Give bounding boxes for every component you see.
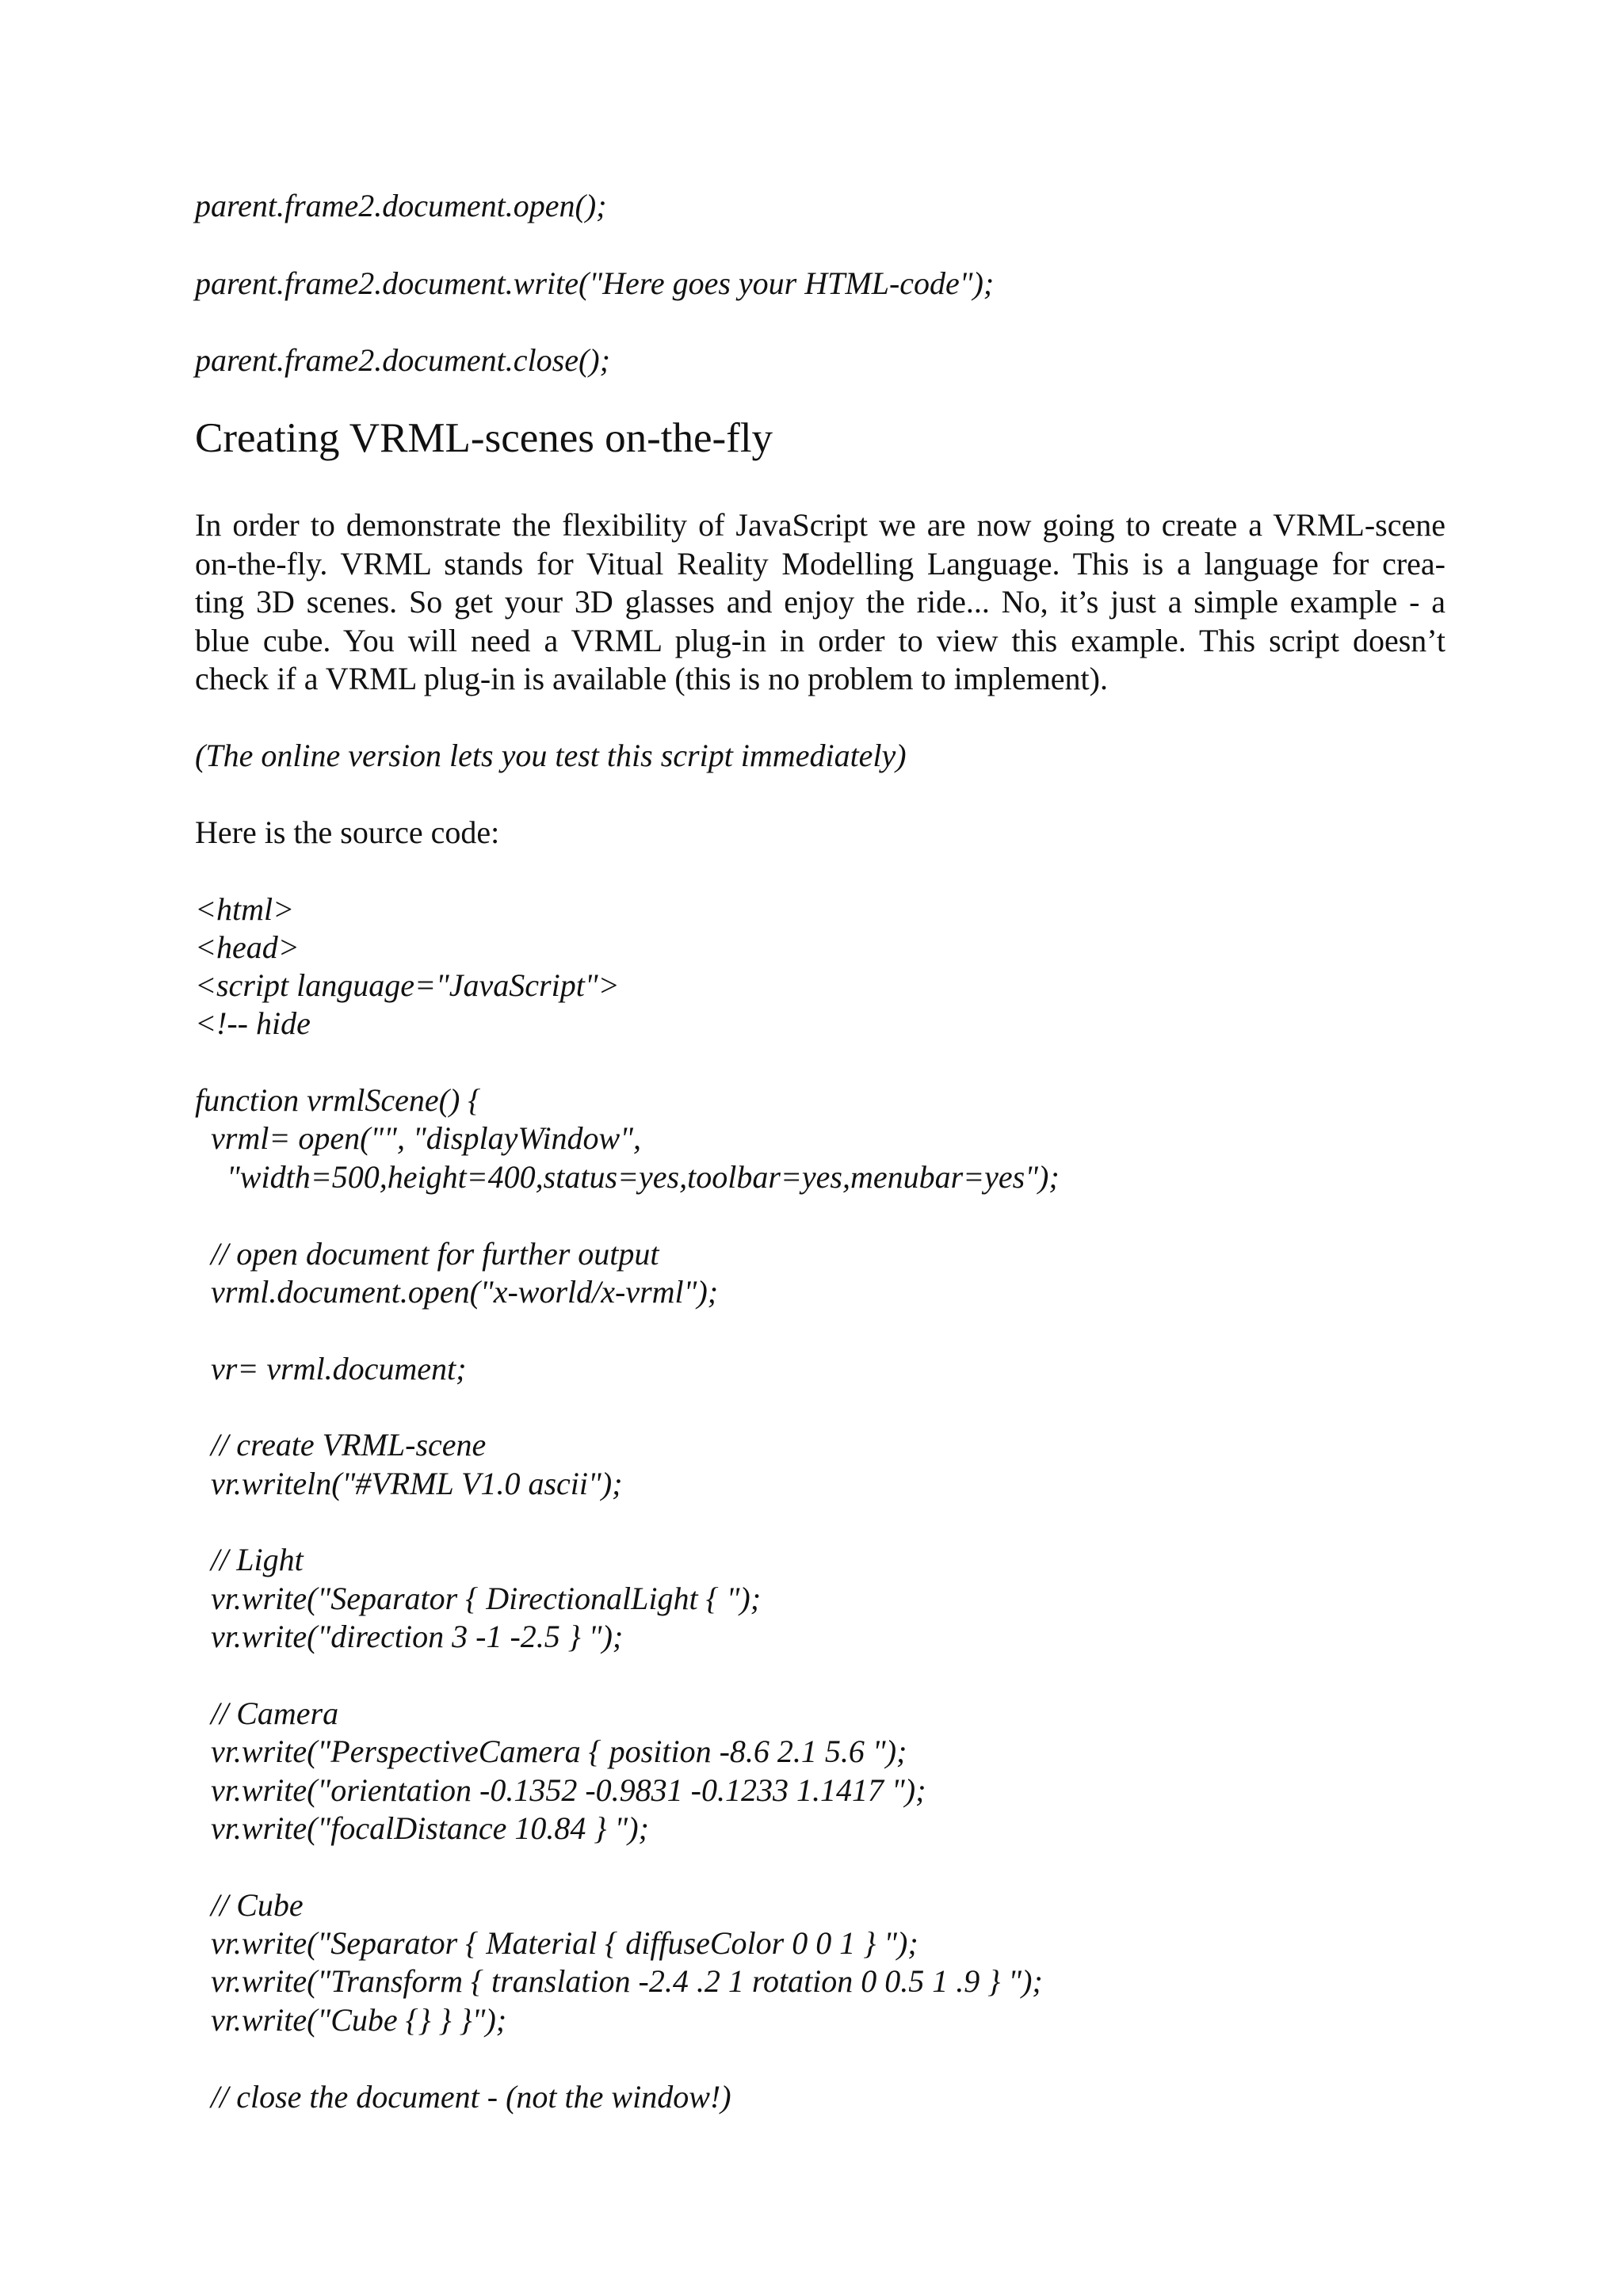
code-line: vrml= open("", "displayWindow", <box>195 1120 642 1156</box>
code-line: vr.write("Separator { DirectionalLight { "); <box>195 1581 762 1616</box>
code-line: function vrmlScene() { <box>195 1082 481 1118</box>
intro-line-4: blue cube. You will need a VRML plug-in in order to view this example. This script doesn’t <box>195 623 1445 658</box>
code-line: vrml.document.open("x-world/x-vrml"); <box>195 1274 719 1310</box>
code-line: // create VRML-scene <box>195 1427 487 1463</box>
top-code-line-2: parent.frame2.document.write("Here goes your HTML-code"); <box>195 265 995 301</box>
intro-line-5: check if a VRML plug-in is available (this is no problem to implement). <box>195 661 1108 696</box>
code-line: vr= vrml.document; <box>195 1351 467 1386</box>
code-line: // Light <box>195 1542 304 1577</box>
code-line: // close the document - (not the window!) <box>195 2079 731 2115</box>
code-line: vr.write("Transform { translation -2.4 .2 1 rotation 0 0.5 1 .9 } "); <box>195 1963 1043 1999</box>
code-line: vr.write("direction 3 -1 -2.5 } "); <box>195 1619 624 1654</box>
code-line: vr.writeln("#VRML V1.0 ascii"); <box>195 1466 623 1501</box>
code-line: vr.write("PerspectiveCamera { position -8.6 2.1 5.6 "); <box>195 1733 907 1769</box>
top-code-line-1: parent.frame2.document.open(); <box>195 188 607 223</box>
code-line: vr.write("Separator { Material { diffuseColor 0 0 1 } "); <box>195 1925 918 1961</box>
code-line: // Camera <box>195 1695 339 1731</box>
code-line: <!-- hide <box>195 1005 311 1041</box>
code-line: vr.write("Cube {} } }"); <box>195 2002 507 2038</box>
top-code-line-3: parent.frame2.document.close(); <box>195 342 610 378</box>
code-line: vr.write("focalDistance 10.84 } "); <box>195 1810 649 1846</box>
intro-line-2: on-the-fly. VRML stands for Vitual Reality Modelling Language. This is a language for crea- <box>195 546 1445 582</box>
online-note: (The online version lets you test this script immediately) <box>195 738 907 773</box>
intro-line-1: In order to demonstrate the flexibility of JavaScript we are now going to create a VRML-scene <box>195 507 1445 543</box>
code-line: <html> <box>195 891 295 927</box>
code-line: // Cube <box>195 1887 304 1923</box>
code-line: <script language="JavaScript"> <box>195 967 620 1003</box>
code-line: vr.write("orientation -0.1352 -0.9831 -0.1233 1.1417 "); <box>195 1772 926 1808</box>
section-heading: Creating VRML-scenes on-the-fly <box>195 415 773 461</box>
code-line: <head> <box>195 929 300 965</box>
source-intro: Here is the source code: <box>195 814 500 850</box>
code-line: "width=500,height=400,status=yes,toolbar=yes,menubar=yes"); <box>195 1159 1060 1195</box>
code-line: // open document for further output <box>195 1236 659 1272</box>
intro-line-3: ting 3D scenes. So get your 3D glasses and enjoy the ride... No, it’s just a simple example - a <box>195 584 1445 620</box>
